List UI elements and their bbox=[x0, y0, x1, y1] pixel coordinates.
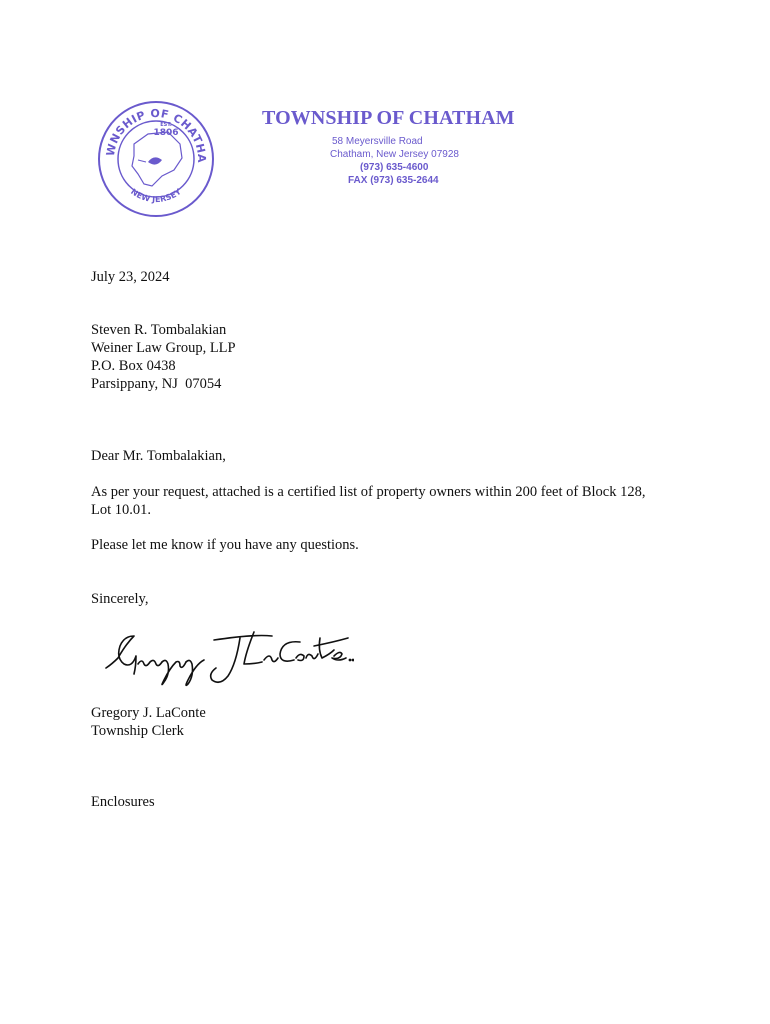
letterhead-city: Chatham, New Jersey 07928 bbox=[330, 149, 459, 160]
svg-text:NEW JERSEY bbox=[129, 187, 183, 204]
paragraph-1-line-1: As per your request, attached is a certified list of property owners within 200 feet of Block 128, bbox=[91, 484, 646, 500]
seal-bottom-arc: NEW JERSEY bbox=[129, 187, 183, 205]
recipient-po-box: P.O. Box 0438 bbox=[91, 358, 176, 374]
svg-text:TOWNSHIP OF CHATHAM bbox=[96, 100, 208, 163]
recipient-name: Steven R. Tombalakian bbox=[91, 322, 227, 338]
paragraph-1-line-2: Lot 10.01. bbox=[91, 502, 152, 518]
letterhead-address: 58 Meyersville Road bbox=[332, 136, 423, 147]
salutation-block bbox=[91, 447, 691, 465]
seal-year: 1806 bbox=[153, 128, 179, 138]
letterhead-title: TOWNSHIP OF CHATHAM bbox=[262, 107, 515, 129]
recipient-city: Parsippany, NJ 07054 bbox=[91, 376, 222, 392]
enclosures: Enclosures bbox=[91, 794, 155, 810]
signer-title: Township Clerk bbox=[91, 723, 184, 739]
seal-top-arc: WNSHIP OF CHATHA bbox=[103, 106, 209, 164]
closing: Sincerely, bbox=[91, 591, 149, 607]
seal-est: EST. bbox=[160, 122, 172, 128]
paragraph-2-text: Please let me know if you have any questions. bbox=[91, 537, 359, 553]
recipient-firm: Weiner Law Group, LLP bbox=[91, 340, 236, 356]
letterhead-fax: FAX (973) 635-2644 bbox=[348, 175, 439, 186]
recipient-address bbox=[91, 321, 691, 393]
letter-date-block bbox=[91, 268, 691, 286]
letterhead-phone: (973) 635-4600 bbox=[360, 162, 429, 173]
letterhead bbox=[262, 106, 592, 187]
township-seal bbox=[96, 100, 216, 218]
signer-name: Gregory J. LaConte bbox=[91, 705, 206, 721]
closing-block bbox=[91, 590, 691, 608]
paragraph-2 bbox=[91, 536, 691, 554]
enclosures-block bbox=[91, 793, 691, 811]
letter-date: July 23, 2024 bbox=[91, 269, 170, 285]
signer-block bbox=[91, 704, 691, 740]
handwritten-signature bbox=[104, 624, 354, 690]
salutation: Dear Mr. Tombalakian, bbox=[91, 448, 226, 464]
paragraph-1 bbox=[91, 483, 691, 519]
